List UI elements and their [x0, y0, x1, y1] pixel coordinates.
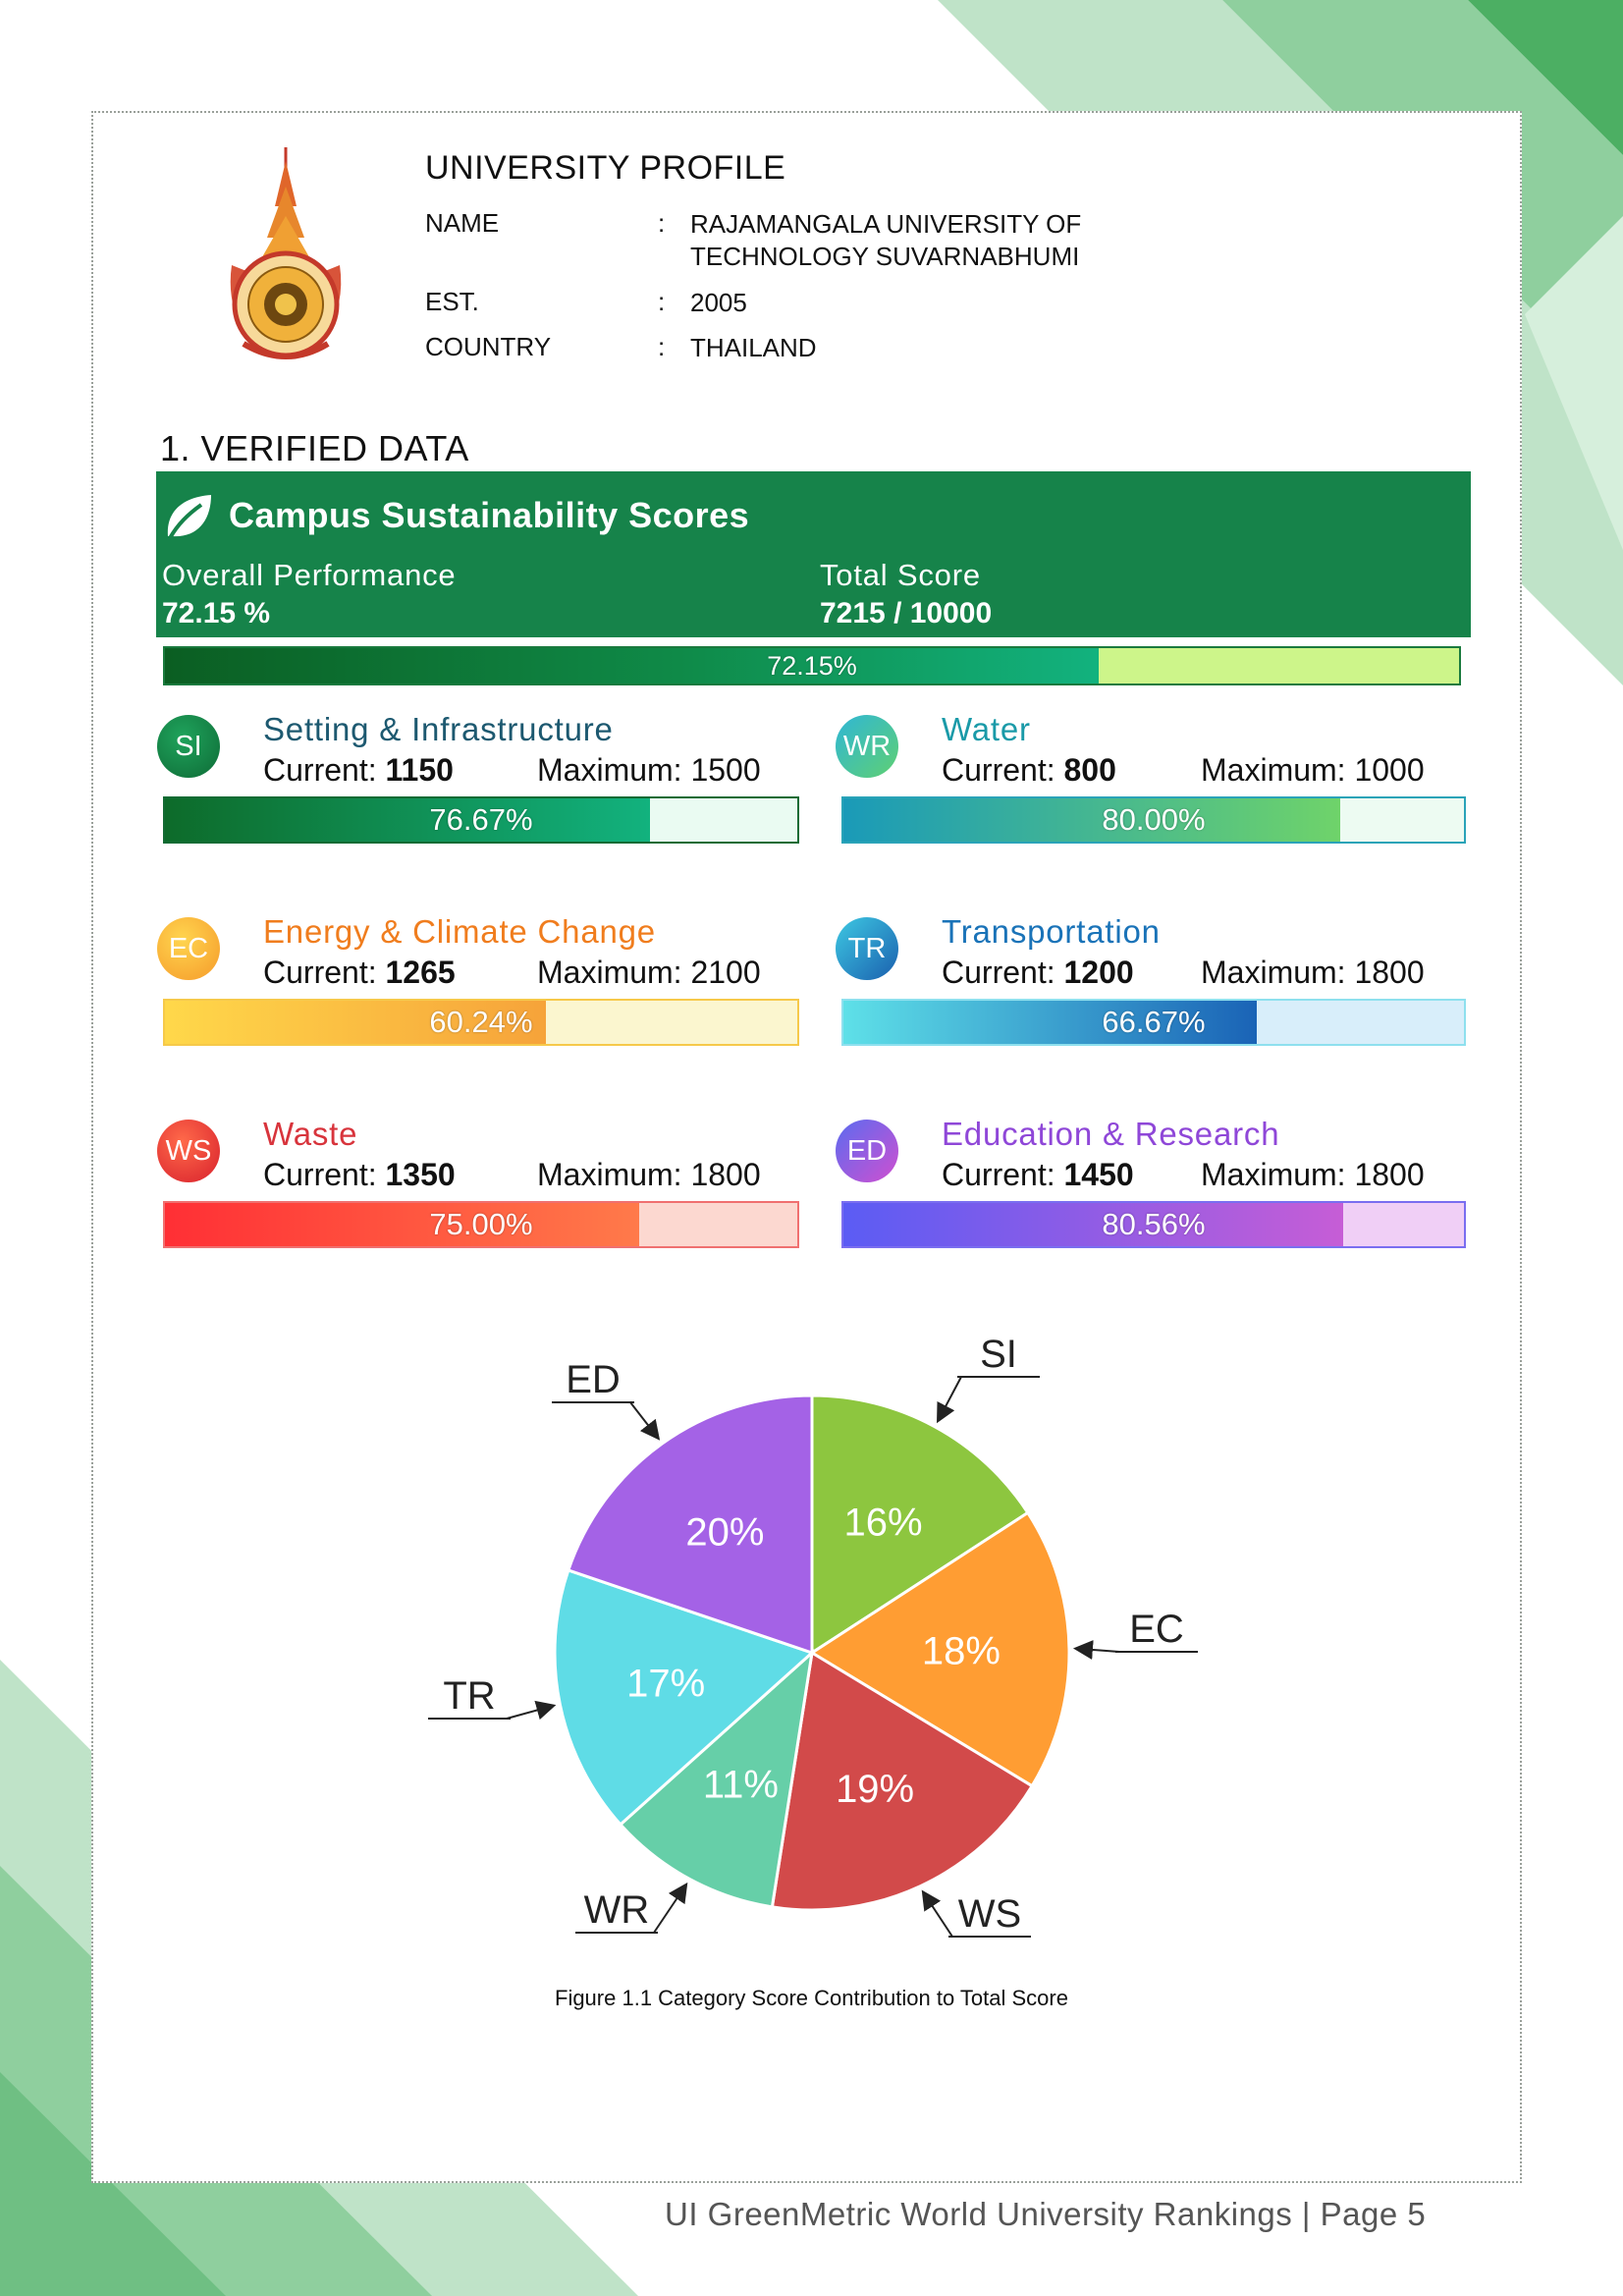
category-progress-text: 80.56% — [1102, 1207, 1206, 1241]
tr-badge-icon: TR — [836, 917, 898, 980]
country-label: COUNTRY — [425, 332, 552, 361]
category-progress-text: 75.00% — [429, 1207, 533, 1241]
pie-category-label-tr: TR — [443, 1674, 496, 1718]
name-label: NAME — [425, 208, 500, 238]
pie-category-label-si: SI — [980, 1333, 1017, 1376]
si-badge-icon: SI — [157, 715, 220, 778]
section-title: 1. VERIFIED DATA — [160, 428, 469, 468]
overall-progress-text: 72.15% — [767, 650, 857, 681]
ed-badge-icon: ED — [836, 1120, 898, 1182]
separator: : — [658, 287, 666, 316]
pie-category-label-wr: WR — [583, 1888, 650, 1932]
header-title: Campus Sustainability Scores — [229, 495, 750, 535]
category-progress-text: 60.24% — [429, 1005, 533, 1039]
pie-category-label-ec: EC — [1129, 1608, 1184, 1651]
wr-badge-icon: WR — [836, 715, 898, 778]
current-score: Current: 1150 — [263, 752, 454, 788]
category-name: Education & Research — [942, 1116, 1280, 1152]
maximum-score: Maximum: 1800 — [1201, 955, 1425, 990]
total-value: 7215 / 10000 — [820, 597, 993, 629]
category-name: Transportation — [942, 913, 1161, 950]
pie-value-label-ws: 19% — [836, 1767, 915, 1811]
maximum-score: Maximum: 1500 — [537, 752, 761, 788]
maximum-score: Maximum: 2100 — [537, 955, 761, 990]
current-score: Current: 1200 — [942, 955, 1134, 990]
est-value: 2005 — [690, 288, 747, 317]
callout-arrow — [1077, 1649, 1119, 1652]
pie-value-label-ec: 18% — [921, 1629, 1001, 1673]
ec-badge-icon: EC — [157, 917, 220, 980]
overall-value: 72.15 % — [162, 597, 271, 629]
callout-arrow — [654, 1886, 685, 1933]
page-footer: UI GreenMetric World University Rankings | Page 5 — [665, 2196, 1427, 2232]
callout-arrow — [939, 1377, 961, 1420]
pie-value-label-tr: 17% — [626, 1662, 706, 1706]
figure-caption: Figure 1.1 Category Score Contribution to Total Score — [555, 1986, 1068, 2010]
name-line-2: TECHNOLOGY SUVARNABHUMI — [690, 242, 1080, 271]
category-name: Waste — [263, 1116, 358, 1152]
pie-value-label-si: 16% — [843, 1501, 923, 1545]
name-line-1: RAJAMANGALA UNIVERSITY OF — [690, 209, 1082, 239]
current-score: Current: 1450 — [942, 1157, 1134, 1192]
separator: : — [658, 208, 666, 238]
overall-label: Overall Performance — [162, 558, 457, 592]
callout-arrow — [630, 1402, 658, 1438]
separator: : — [658, 332, 666, 361]
maximum-score: Maximum: 1800 — [537, 1157, 761, 1192]
maximum-score: Maximum: 1800 — [1201, 1157, 1425, 1192]
pie-category-label-ws: WS — [957, 1892, 1022, 1936]
category-name: Water — [942, 711, 1031, 747]
pie-value-label-wr: 11% — [702, 1763, 780, 1807]
profile-title: UNIVERSITY PROFILE — [425, 149, 786, 187]
category-name: Setting & Infrastructure — [263, 711, 614, 747]
current-score: Current: 800 — [942, 752, 1116, 788]
pie-category-label-ed: ED — [566, 1358, 621, 1401]
pie-value-label-ed: 20% — [685, 1510, 765, 1555]
current-score: Current: 1350 — [263, 1157, 456, 1192]
current-score: Current: 1265 — [263, 955, 456, 990]
total-label: Total Score — [820, 558, 981, 592]
category-progress-text: 66.67% — [1102, 1005, 1206, 1039]
callout-arrow — [924, 1893, 952, 1937]
country-value: THAILAND — [690, 333, 817, 362]
callout-arrow — [507, 1706, 552, 1719]
est-label: EST. — [425, 287, 479, 316]
ws-badge-icon: WS — [157, 1120, 220, 1182]
category-name: Energy & Climate Change — [263, 913, 656, 950]
category-progress-text: 76.67% — [429, 802, 533, 837]
category-progress-text: 80.00% — [1102, 802, 1206, 837]
maximum-score: Maximum: 1000 — [1201, 752, 1425, 788]
